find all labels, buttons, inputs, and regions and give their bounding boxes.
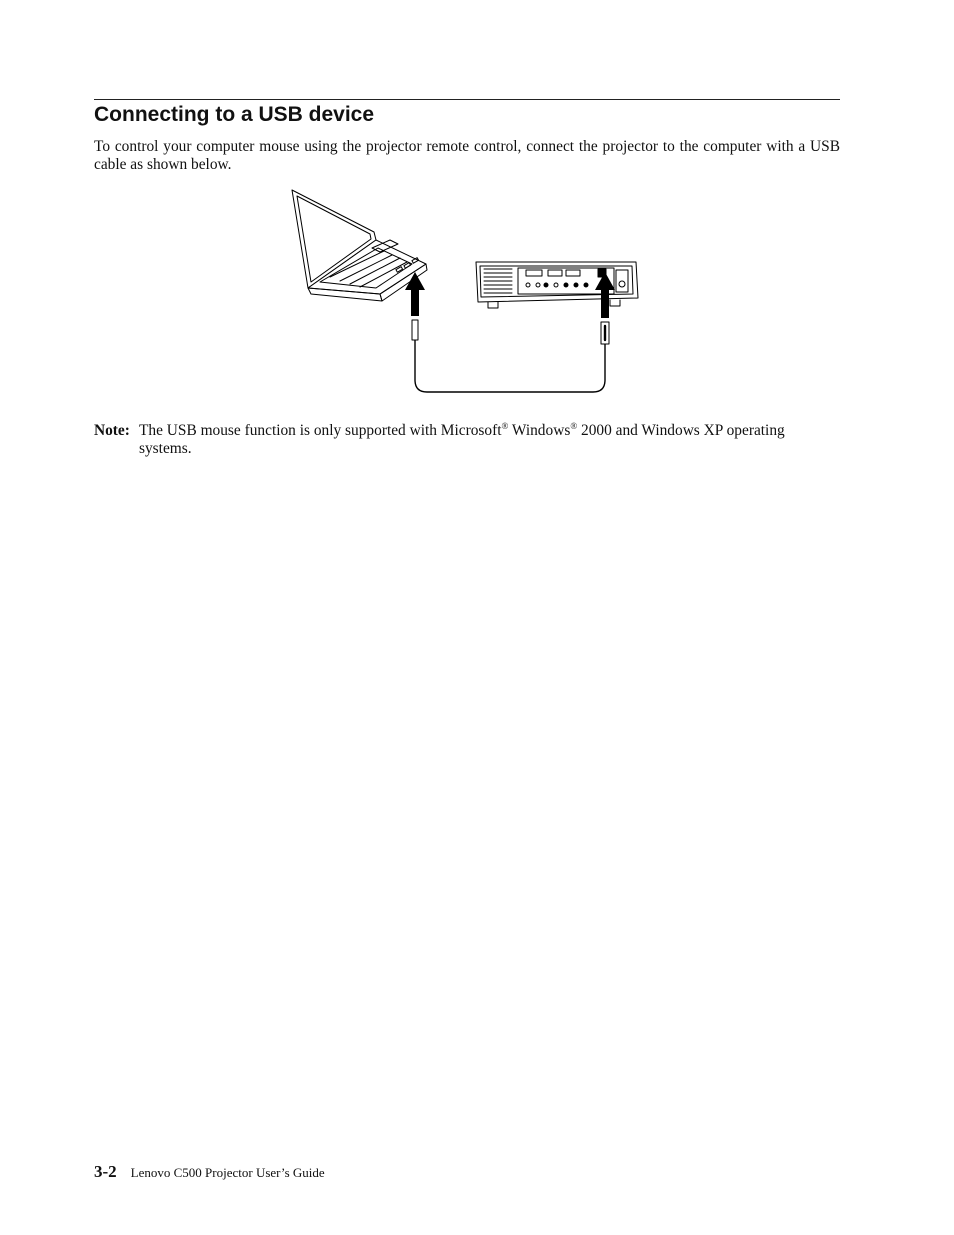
usb-plug-laptop bbox=[412, 320, 418, 340]
registered-mark: ® bbox=[501, 421, 509, 431]
usb-cable bbox=[415, 340, 605, 392]
laptop-illustration bbox=[292, 190, 427, 301]
arrow-up-laptop-icon bbox=[405, 272, 425, 316]
note-text: The USB mouse function is only supported with Microsoft® Windows® 2000 and Windows XP operating systems. bbox=[139, 421, 785, 457]
projector-illustration bbox=[476, 262, 638, 308]
section-rule bbox=[94, 99, 840, 100]
section-title: Connecting to a USB device bbox=[94, 103, 375, 126]
guide-title: Lenovo C500 Projector User’s Guide bbox=[130, 1165, 325, 1180]
usb-connection-illustration bbox=[280, 184, 660, 400]
page-number: 3-2 bbox=[94, 1162, 117, 1181]
intro-paragraph: To control your computer mouse using the projector remote control, connect the projector to the computer with a USB cable as shown below. bbox=[94, 138, 840, 173]
page-footer bbox=[94, 1162, 325, 1182]
note-label: Note: bbox=[94, 422, 130, 439]
registered-mark: ® bbox=[570, 421, 578, 431]
